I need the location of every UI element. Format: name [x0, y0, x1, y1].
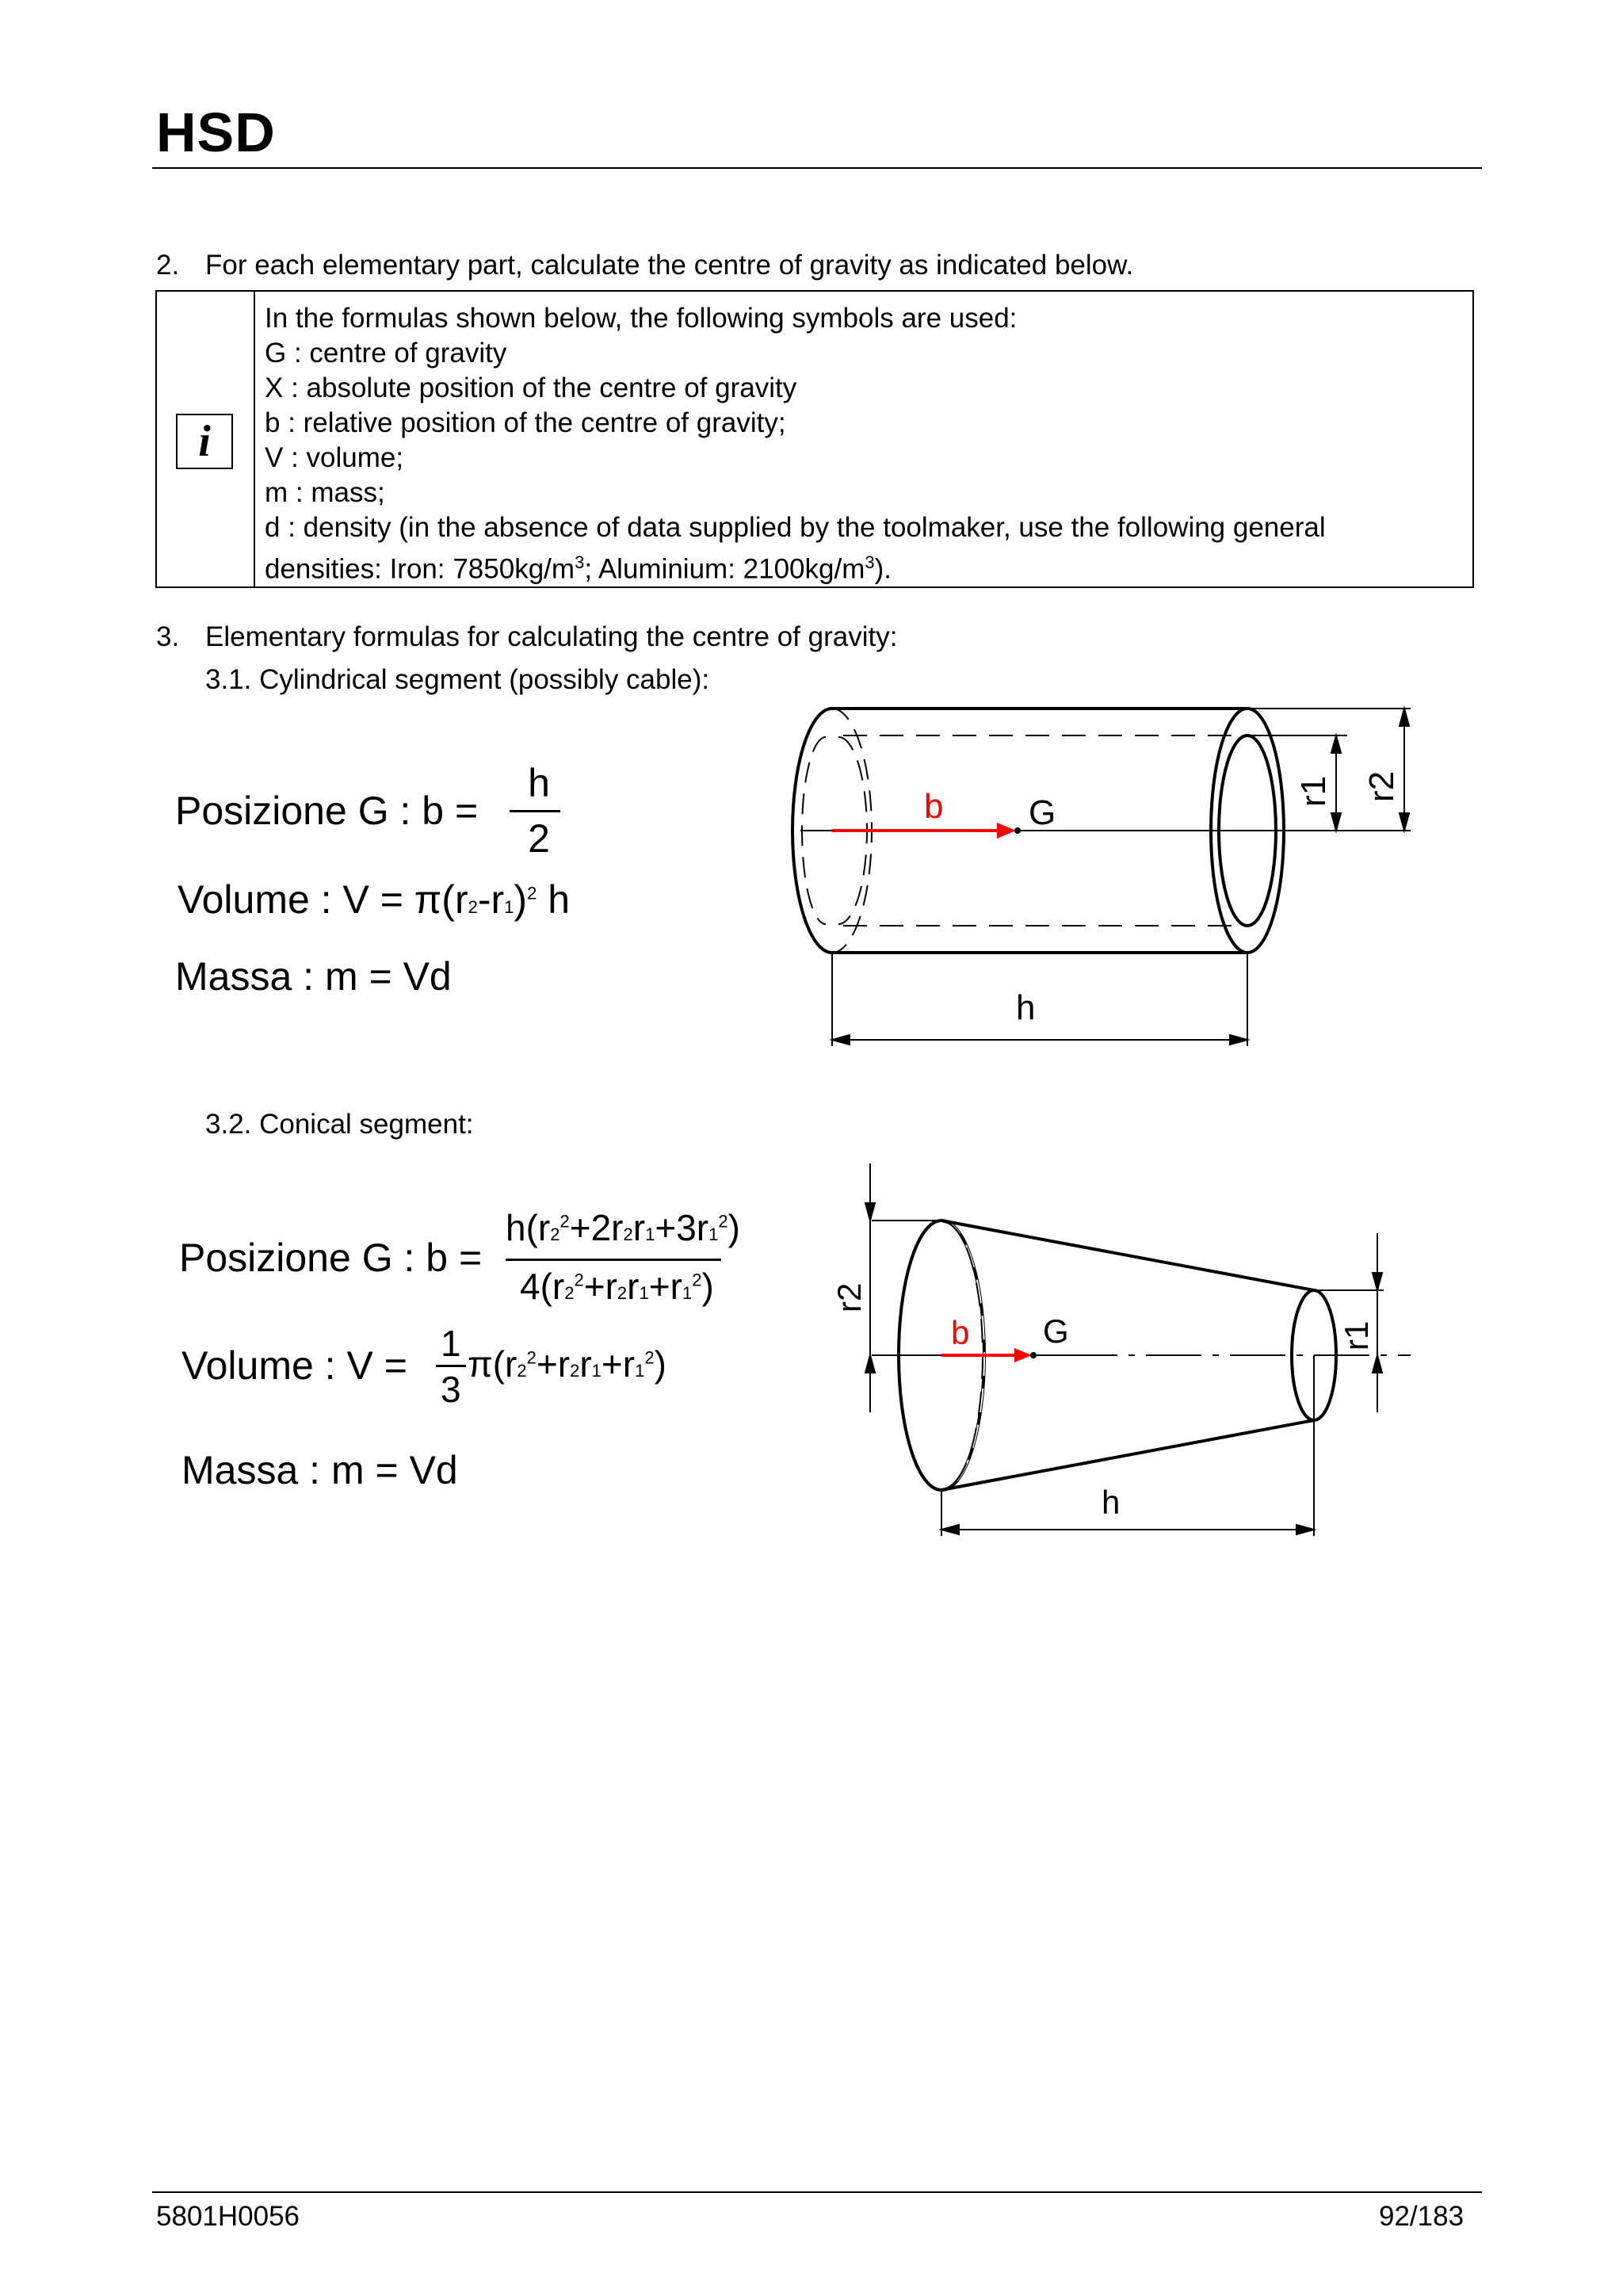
step-3-number: 3. [156, 621, 180, 652]
info-box-divider [254, 292, 255, 586]
cyl-position-label: Posizione G : b = [175, 789, 479, 833]
cone-diagram [824, 1157, 1426, 1545]
cyl-g-label: G [1029, 793, 1056, 832]
header-rule [152, 167, 1482, 169]
step-3-1-heading: 3.1. Cylindrical segment (possibly cable): [205, 664, 710, 695]
document-code: 5801H0056 [156, 2201, 300, 2232]
info-line-x: X : absolute position of the centre of gravity [265, 372, 797, 403]
step-2-text: For each elementary part, calculate the centre of gravity as indicated below. [205, 250, 1134, 281]
cyl-volume-formula: Volume : $V = \pi(r2-r1)^2$ h [178, 877, 571, 922]
info-line-b: b : relative position of the centre of gravity; [265, 407, 786, 438]
step-3-2-heading: 3.2. Conical segment: [205, 1109, 474, 1140]
cone-volume-frac-num: 1 [441, 1323, 461, 1364]
info-box [155, 290, 1474, 588]
footer-rule [152, 2191, 1482, 2193]
cone-position-label: Posizione G : b = [179, 1236, 483, 1280]
info-line-d: d : density (in the absence of data supplied by the toolmaker, use the following general [265, 512, 1326, 543]
cone-volume-frac-den: 3 [441, 1369, 461, 1410]
cone-g-point [1030, 1352, 1037, 1358]
cylinder-diagram [777, 697, 1434, 1062]
cone-fraction-bar [506, 1259, 721, 1261]
cone-r2-label: r2 [831, 1282, 868, 1312]
cyl-r2-dimension [1400, 709, 1409, 831]
cone-mass-formula: Massa : m = Vd [181, 1448, 458, 1492]
info-line-v: V : volume; [265, 442, 404, 473]
cyl-b-label: b [924, 787, 944, 826]
cyl-position-den: 2 [528, 816, 550, 861]
cyl-h-dimension [832, 1035, 1247, 1045]
step-3-text: Elementary formulas for calculating the centre of gravity: [205, 621, 898, 652]
info-line-g: G : centre of gravity [265, 338, 507, 369]
page-number: 92/183 [1379, 2201, 1465, 2232]
step-2-number: 2. [156, 250, 180, 281]
cone-h-label: h [1102, 1484, 1121, 1521]
cyl-fraction-bar [510, 810, 560, 812]
info-line-densities: densities: Iron: $7850kg/m^3$; Aluminium: $2100kg/m^3$). [265, 552, 892, 585]
info-icon: i [176, 414, 233, 469]
cyl-g-point [1014, 827, 1021, 834]
cone-position-numerator: $h(r2^2+2r2r1+3r1^2)$ [506, 1207, 740, 1248]
cyl-position-num: h [528, 761, 550, 805]
cone-r1-label: r1 [1338, 1320, 1375, 1350]
cyl-mass-formula: Massa : m = Vd [175, 954, 452, 999]
cone-position-denominator: $4(r2^2+r2r1+r1^2)$ [520, 1266, 714, 1307]
info-box-text [265, 301, 1326, 587]
cone-volume-label: Volume : V = [181, 1343, 407, 1388]
cyl-r1-label: r1 [1294, 775, 1333, 807]
cone-g-label: G [1043, 1312, 1069, 1350]
cyl-r2-label: r2 [1362, 770, 1401, 802]
cone-b-label: b [951, 1314, 970, 1351]
cone-volume-expression: $\pi(r2^2+r2r1+r1^2)$ [468, 1343, 666, 1385]
info-line-m: m : mass; [265, 477, 385, 508]
company-logo: HSD [156, 101, 276, 163]
cone-volume-fraction-bar [436, 1365, 466, 1367]
info-intro: In the formulas shown below, the following symbols are used: [265, 303, 1018, 334]
cone-h-dimension [941, 1525, 1314, 1534]
cyl-h-label: h [1016, 988, 1036, 1027]
